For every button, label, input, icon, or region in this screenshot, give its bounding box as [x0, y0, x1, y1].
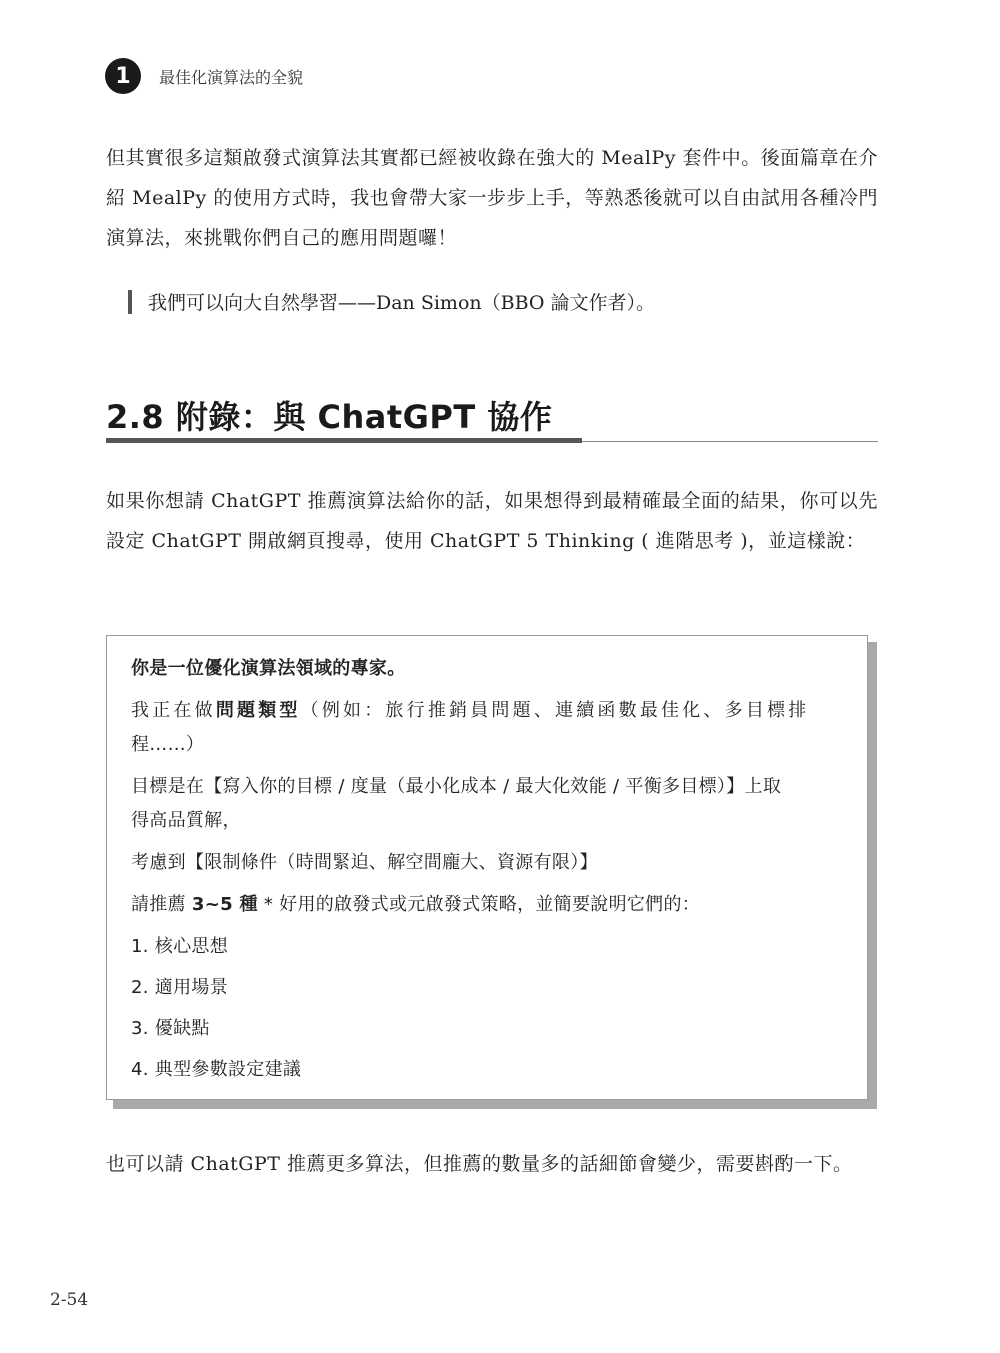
prompt-line-goal-cont: 得高品質解，	[131, 810, 241, 831]
prompt-line-problem-cont: 程……）	[131, 734, 205, 755]
prompt-list-item: 4. 典型參數設定建議	[131, 1059, 302, 1080]
intro-paragraph: 但其實很多這類啟發式演算法其實都已經被收錄在強大的 MealPy 套件中。後面篇章在介紹 MealPy 的使用方式時，我也會帶大家一步步上手，等熟悉後就可以自由試用各種冷門演算法，來挑戰你們自己的應用問題囉！	[106, 147, 878, 249]
closing-paragraph: 也可以請 ChatGPT 推薦更多算法，但推薦的數量多的話細節會變少，需要斟酌一下。	[106, 1153, 853, 1175]
prompt-request-post: * 好用的啟發式或元啟發式策略，並簡要說明它們的：	[257, 894, 701, 915]
quote	[128, 288, 655, 315]
prompt-list-item: 2. 適用場景	[131, 977, 228, 998]
prompt-request-pre: 請推薦	[131, 894, 192, 915]
section-rule-thin	[582, 441, 878, 442]
prompt-problem-type: 問題類型	[215, 700, 301, 721]
section-heading: 2.8 附錄：與 ChatGPT 協作	[106, 398, 553, 436]
page-number: 2-54	[50, 1290, 89, 1310]
prompt-line-request	[131, 888, 847, 922]
section-paragraph: 如果你想請 ChatGPT 推薦演算法給你的話，如果想得到最精確最全面的結果，你可以先設定 ChatGPT 開啟網頁搜尋，使用 ChatGPT 5 Thinking ( 進階思考 )，並這樣說：	[106, 490, 878, 552]
prompt-line-constraints: 考慮到【限制條件（時間緊迫、解空間龐大、資源有限）】	[131, 852, 598, 873]
prompt-box	[106, 635, 868, 1100]
chapter-title: 最佳化演算法的全貌	[159, 67, 304, 87]
chapter-header	[105, 58, 303, 94]
prompt-problem-pre: 我正在做	[131, 700, 216, 721]
section-rule-thick	[106, 438, 582, 443]
quote-text: 我們可以向大自然學習——Dan Simon（BBO 論文作者）。	[148, 292, 656, 314]
prompt-line-problem	[131, 694, 847, 728]
prompt-line-goal: 目標是在【寫入你的目標 / 度量（最小化成本 / 最大化效能 / 平衡多目標）】上取	[131, 776, 782, 797]
chapter-number-badge: 1	[105, 58, 141, 94]
quote-bar	[128, 290, 132, 314]
prompt-request-count: 3~5 種	[191, 894, 258, 915]
prompt-list-item: 1. 核心思想	[131, 936, 228, 957]
prompt-list-item: 3. 優缺點	[131, 1018, 210, 1039]
prompt-line-role: 你是一位優化演算法領域的專家。	[131, 658, 406, 679]
prompt-problem-post: （例如：旅行推銷員問題、連續函數最佳化、多目標排	[300, 700, 810, 721]
